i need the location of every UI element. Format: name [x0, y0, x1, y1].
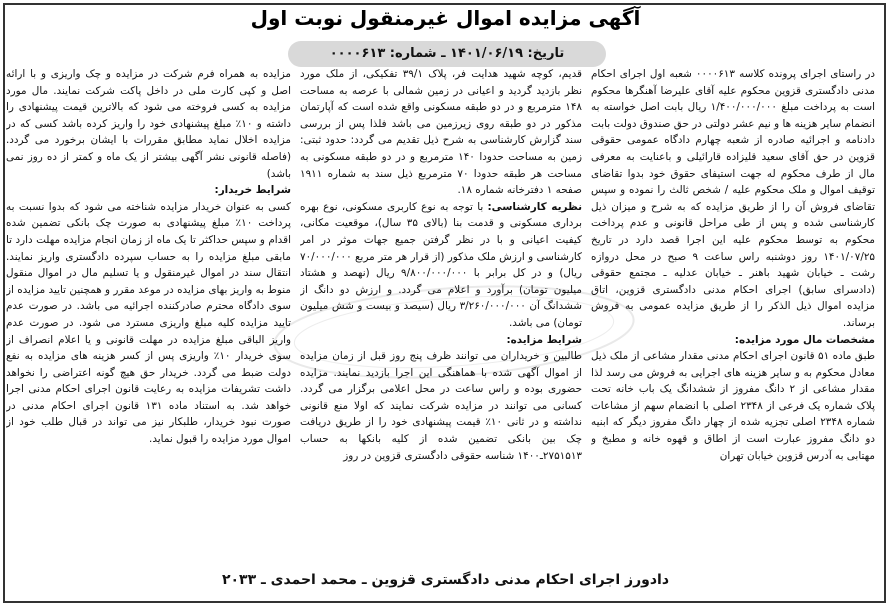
property-spec-heading: مشخصات مال مورد مزایده: — [734, 333, 875, 346]
column-middle — [300, 66, 582, 569]
intro-paragraph: در راستای اجرای پرونده کلاسه ۰۰۰۰۶۱۳ شعبه اول اجرای احکام مدنی دادگستری قزوین محکوم علیه آقای علیرضا آهنگرها محکوم است به پرداخت مبلغ ۱/۴۰۰/۰۰۰/۰۰۰ ریال بابت اصل خواسته به انضمام سایر هزینه ها و نیم عشر دولتی در حق صندوق دولت بابت دادنامه و اجرائیه صادره از شعبه چهارم دادگاه عمومی حقوقی قزوین در حق آقای سعید قلیزاده قارائیلی و باعنایت به معرفی مال از طرف محکوم له جهت استیفای حقوق خود بدوا تقاضای توقیف اموال و ملک محکوم علیه / شخص ثالث را نموده و سپس تقاضای فروش آن را از طریق مزایده که به شرح و میزان ذیل کارشناسی شده و پس از طی مراحل قانونی و عدم پرداخت محکوم به توسط محکوم علیه این اجرا قصد دارد در تاریخ ۱۴۰۱/۰۷/۲۵ روز دوشنبه راس ساعت ۹ صبح در محل دروازه رشت ـ خیابان شهید باهنر ـ خیابان عدلیه ـ مجتمع حقوقی (دادسرای سابق) اجرای احکام مدنی دادگستری قزوین، اتاق مزایده اموال ذیل الذکر را از طریق مزایده عمومی به فروش برساند. — [591, 68, 875, 329]
buyer-conditions-heading: شرایط خریدار: — [214, 184, 291, 197]
signature-footer: دادورز اجرای احکام مدنی دادگستری قزوین ـ محمد احمدی ـ ۲۰۳۳ — [221, 572, 670, 588]
expert-opinion-heading: نظریه کارشناسی: — [487, 200, 582, 213]
notice-title: آگهی مزایده اموال غیرمنقول نوبت اول — [250, 6, 641, 30]
expert-opinion-paragraph: با توجه به نوع کاربری مسکونی، نوع بهره برداری مسکونی و قدمت بنا (بالای ۳۵ سال)، موقعیت مکانی، کیفیت اعیانی و با در نظر گرفتن جمیع جهات موثر در امر کارشناسی و ارزش ملک مذکور (از قرار هر متر مربع ۷۰/۰۰۰/۰۰۰ ریال) و در کل برابر با ۹/۸۰۰/۰۰۰/۰۰۰ ریال (نهصد و هشتاد میلیون تومان) برآورد و اعلام می گردد. و ارزش دو دانگ از ششدانگ آن ۳/۲۶۰/۰۰۰/۰۰۰ ریال (سیصد و بیست و شش میلیون تومان) می باشد. — [300, 200, 582, 329]
date-number-band: تاریخ: ۱۴۰۱/۰۶/۱۹ ـ شماره: ۰۰۰۰۶۱۳ — [288, 41, 606, 67]
column-left — [6, 66, 291, 536]
property-detail-paragraph: قدیم، کوچه شهید هدایت فر، پلاک ۳۹/۱ تفکیکی، از ملک مورد نظر بازدید گردید و اعیانی در زمین شمالی با عرصه به مساحت ۱۴۸ مترمربع و در دو طبقه مسکونی واقع شده است که آپارتمان مذکور در دو طبقه روی زیرزمین می باشد فلذا پس از بررسی سند گزارش کارشناسی به شرح ذیل تقدیم می گردد: حدود ثبتی: زمین به مساحت حدودا ۱۴۰ مترمربع و در دو طبقه مسکونی به مساحت هر طبقه حدودا ۷۰ مترمربع ذیل سند به شماره ۱۹۱۱ صفحه ۱ دفترخانه شماره ۱۸. — [300, 68, 582, 197]
property-spec-paragraph: طبق ماده ۵۱ قانون اجرای احکام مدنی مقدار مشاعی از ملک ذیل معادل محکوم به و سایر هزینه های اجرایی به فروش می رسد لذا مقدار مشاعی از ۲ دانگ مفروز از ششدانگ یک باب خانه تحت پلاک شماره یک فرعی از ۲۳۴۸ اصلی با انضمام سهم از مشاعات شماره ۲۳۴۸ اصلی تجزیه شده از چهار دانگ مفروز دیگر که ابنیه دو دانگ مفروز عبارت است از اطاق و قهوه خانه و مطبخ و مهتابی به آدرس قزوین خیابان تهران — [591, 350, 875, 462]
column-right — [591, 66, 875, 565]
buyer-conditions-paragraph: کسی به عنوان خریدار مزایده شناخته می شود که بدوا نسبت به پرداخت ۱۰٪ مبلغ پیشنهادی به صورت چک بانکی تضمین شده اقدام و سپس حداکثر تا یک ماه از زمان انجام مزایده مهلت دارد تا مابقی مبلغ مزایده را به حساب سپرده دادگستری واریز نمایند. انتقال سند در اموال غیرمنقول و یا تسلیم مال در اموال منقول منوط به واریز بهای مزایده در موعد مقرر و همچنین تایید مزایده از سوی دادگاه محترم صادرکننده اجرائیه می باشد. در صورت عدم تایید مزایده کلیه مبلغ واریزی مسترد می شود. در صورت عدم واریز الباقی مبلغ مزایده در مهلت قانونی و یا اعلام انصراف از سوی خریدار ۱۰٪ واریزی پس از کسر هزینه های مزایده به نفع دولت ضبط می گردد. خریدار حق هیچ گونه اعتراضی را نخواهد داشت تشریفات مزایده به رعایت قانون اجرای احکام مدنی اجرا خواهد شد. به استناد ماده ۱۳۱ قانون اجرای احکام مدنی در صورت نبود خریدار، طلبکار نیز می تواند در قبال طلب خود از اموال مورد مزایده را قبول نماید. — [6, 200, 291, 446]
auction-conditions-paragraph: طالبین و خریداران می توانند ظرف پنج روز قبل از زمان مزایده از اموال آگهی شده با هماهنگی این اجرا بازدید نمایند. مزایده حضوری بوده و راس ساعت در محل اعلامی برگزار می گردد. کسانی می توانند در مزایده شرکت نمایند که اولا منع قانونی نداشته و در ثانی ۱۰٪ قیمت پیشنهادی خود را از طریق دریافت چک بین بانکی تضمین شده از کلیه بانکها به حساب ۲۷۵۱۵۱۳ـ۱۴۰۰ شناسه حقوقی دادگستری قزوین در روز — [300, 350, 582, 462]
auction-conditions-heading: شرایط مزایده: — [506, 333, 582, 346]
auction-continuation-paragraph: مزایده به همراه فرم شرکت در مزایده و چک واریزی و با ارائه اصل و کپی کارت ملی در داخل پاکت شرکت نمایند. مال مورد مزایده به کسی فروخته می شود که بالاترین قیمت پیشنهادی را داشته و ۱۰٪ مبلغ پیشنهادی خود را واریز کرده باشد کسی که در مزایده اخلال نماید مطابق مقررات با ایشان برخورد می گردد. (فاصله قانونی نشر آگهی بیشتر از یک ماه و کمتر از ده روز نمی باشد) — [6, 68, 291, 180]
